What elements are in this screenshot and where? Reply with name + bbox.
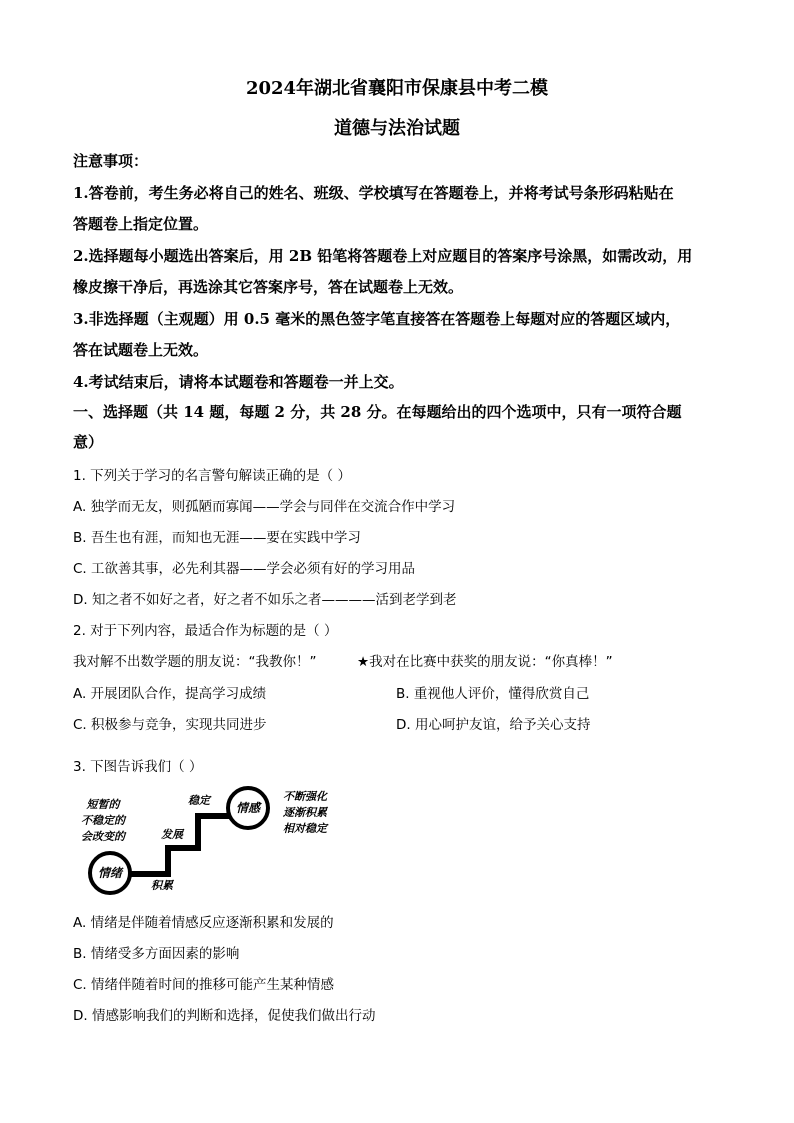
question-2-option: A. 开展团队合作，提高学习成绩	[73, 686, 267, 702]
question-2-option: B. 重视他人评价，懂得欣赏自己	[396, 686, 590, 702]
left-desc-line: 会改变的	[81, 830, 125, 843]
notice-line: 橡皮擦干净后，再选涂其它答案序号，答在试题卷上无效。	[73, 278, 464, 296]
question-1-option: C. 工欲善其事，必先利其器——学会必须有好的学习用品	[73, 561, 416, 577]
question-1-option: A. 独学而无友，则孤陋而寡闻——学会与同伴在交流合作中学习	[73, 499, 456, 515]
emotion-feeling-diagram	[73, 786, 343, 896]
notice-line: 答题卷上指定位置。	[73, 215, 209, 233]
step-stable-label: 稳定	[188, 794, 210, 807]
question-2-stem: 2. 对于下列内容，最适合作为标题的是（ ）	[73, 623, 338, 639]
notice-line: 1.答卷前，考生务必将自己的姓名、班级、学校填写在答题卷上，并将考试号条形码粘贴在	[73, 184, 674, 202]
notice-line: 3.非选择题（主观题）用 0.5 毫米的黑色签字笔直接答在答题卷上每题对应的答题区域内，	[73, 310, 681, 328]
question-3-option: B. 情绪受多方面因素的影响	[73, 946, 240, 962]
step-accumulate-label: 积累	[151, 879, 173, 892]
question-3-option: C. 情绪伴随着时间的推移可能产生某种情感	[73, 977, 335, 993]
notice-line: 答在试题卷上无效。	[73, 341, 209, 359]
notice-heading: 注意事项：	[73, 152, 149, 170]
feeling-label: 情感	[235, 801, 261, 815]
question-1-option: D. 知之者不如好之者，好之者不如乐之者————活到老学到老	[73, 592, 457, 608]
staircase-line	[123, 816, 233, 874]
question-2-quote-left: 我对解不出数学题的朋友说：“我教你！”	[73, 654, 317, 670]
exam-title: 2024年湖北省襄阳市保康县中考二模	[245, 78, 549, 99]
left-desc-line: 短暂的	[86, 798, 120, 811]
question-3-option: A. 情绪是伴随着情感反应逐渐积累和发展的	[73, 915, 334, 931]
question-2-option: C. 积极参与竞争，实现共同进步	[73, 717, 267, 733]
question-1-stem: 1. 下列关于学习的名言警句解读正确的是（ ）	[73, 468, 351, 484]
section-heading: 意）	[73, 433, 104, 451]
right-desc-line: 相对稳定	[283, 822, 327, 835]
left-desc-line: 不稳定的	[81, 814, 125, 827]
question-1-option: B. 吾生也有涯，而知也无涯——要在实践中学习	[73, 530, 361, 546]
section-heading: 一、选择题（共 14 题，每题 2 分，共 28 分。在每题给出的四个选项中，只有一项符合题	[73, 403, 682, 421]
step-develop-label: 发展	[161, 828, 183, 841]
question-3-stem: 3. 下图告诉我们（ ）	[73, 759, 203, 775]
notice-line: 2.选择题每小题选出答案后，用 2B 铅笔将答题卷上对应题目的答案序号涂黑，如需改动，用	[73, 247, 693, 265]
question-2-option: D. 用心呵护友谊，给予关心支持	[396, 717, 591, 733]
emotion-label: 情绪	[97, 866, 123, 880]
notice-line: 4.考试结束后，请将本试题卷和答题卷一并上交。	[73, 373, 404, 391]
right-desc-line: 逐渐积累	[283, 806, 327, 819]
question-2-quote-right: ★我对在比赛中获奖的朋友说：“你真棒！”	[357, 654, 613, 670]
exam-subtitle: 道德与法治试题	[334, 118, 460, 139]
question-3-option: D. 情感影响我们的判断和选择，促使我们做出行动	[73, 1008, 376, 1024]
right-desc-line: 不断强化	[283, 790, 327, 803]
